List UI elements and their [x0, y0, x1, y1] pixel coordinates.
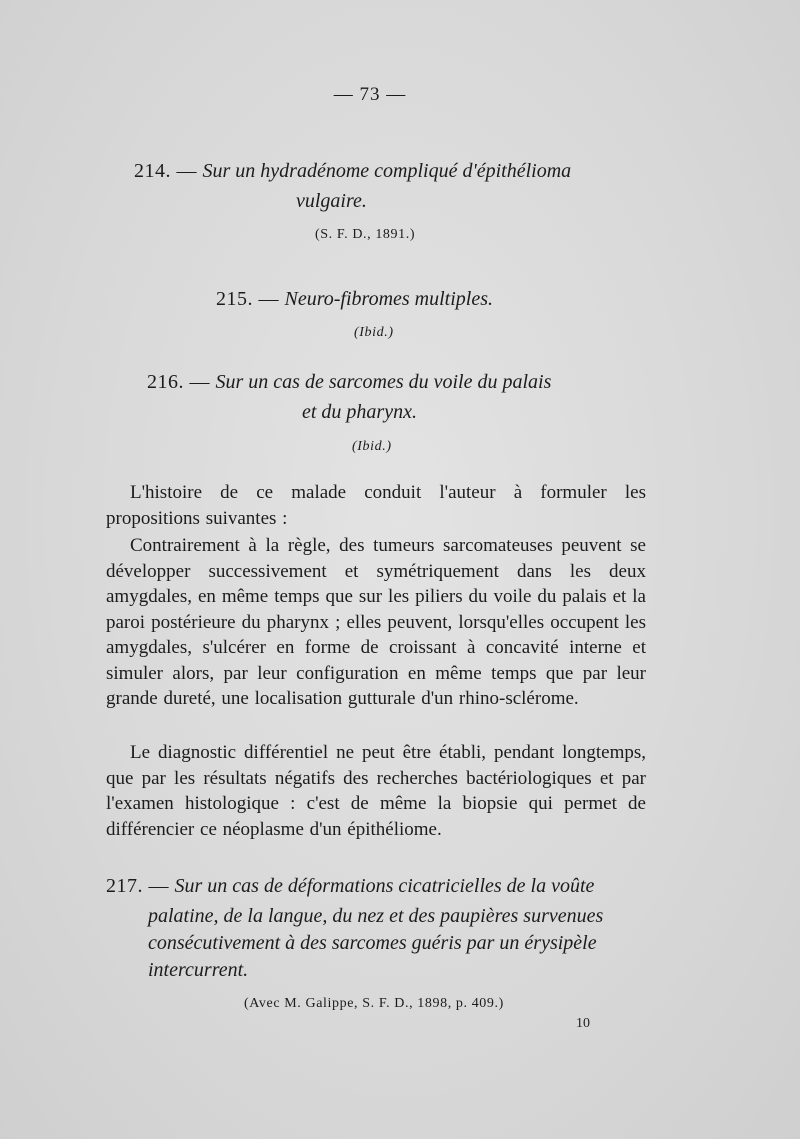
entry-214-reference: (S. F. D., 1891.) — [315, 227, 416, 242]
entry-214-title-line1: Sur un hydradénome compliqué d'épithélioma — [202, 160, 572, 182]
entry-215-title — [216, 284, 616, 314]
entry-217-title — [106, 871, 666, 901]
body-paragraph-3: Le diagnostic différentiel ne peut être établi, pendant longtemps, que par les résultats négatifs des recherches bactériologiques et par l'examen histologique : c'est de même la biopsie qui permet de différencier ce néoplasme d'un épithéliome. — [106, 742, 646, 840]
entry-216-number: 216. — — [147, 371, 216, 393]
entry-216-title-line1: Sur un cas de sarcomes du voile du palais — [215, 371, 552, 393]
entry-216-title-cont — [302, 397, 417, 427]
entry-217-number: 217. — — [106, 875, 175, 897]
body-paragraph-1: L'histoire de ce malade conduit l'auteur à formuler les propositions suivantes : — [106, 482, 646, 529]
entry-217-title-line4: intercurrent. — [148, 959, 249, 981]
entry-214-number: 214. — — [134, 160, 203, 182]
body-paragraph-2: Contrairement à la règle, des tumeurs sarcomateuses peuvent se développer successivement et symétriquement dans les deux amygdales, en même temps que sur les piliers du voile du palais et la paroi postérieure du pharynx ; elles peuvent, lorsqu'elles occupent les amygdales, s'ulcérer en forme de croissant à concavité interne et simuler alors, par leur configuration en même temps que par leur grande dureté, une localisation gutturale d'un rhino-sclérome. — [106, 535, 646, 709]
entry-214-title — [134, 156, 634, 186]
entry-216-title-line2: et du pharynx. — [302, 401, 417, 423]
folio-number: 10 — [576, 1016, 590, 1031]
entry-215-reference: (Ibid.) — [354, 325, 394, 340]
entry-215-title-line1: Neuro-fibromes multiples. — [284, 288, 494, 310]
entry-217-title-cont-3 — [148, 928, 597, 958]
page-number: — 73 — — [333, 84, 407, 105]
entry-214-title-line2: vulgaire. — [296, 190, 367, 212]
entry-217-title-cont-2 — [148, 901, 603, 931]
entry-217-title-cont-4 — [148, 955, 248, 985]
entry-217-title-line1: Sur un cas de déformations cicatricielles de la voûte — [174, 875, 595, 897]
entry-216-reference: (Ibid.) — [352, 439, 392, 454]
entry-217-reference: (Avec M. Galippe, S. F. D., 1898, p. 409.) — [244, 996, 504, 1011]
entry-217-title-line2: palatine, de la langue, du nez et des paupières survenues — [148, 905, 604, 927]
entry-215-number: 215. — — [216, 288, 285, 310]
entry-217-title-line3: consécutivement à des sarcomes guéris par un érysipèle — [148, 932, 597, 954]
entry-216-title — [147, 367, 627, 397]
entry-214-title-cont — [296, 186, 367, 216]
